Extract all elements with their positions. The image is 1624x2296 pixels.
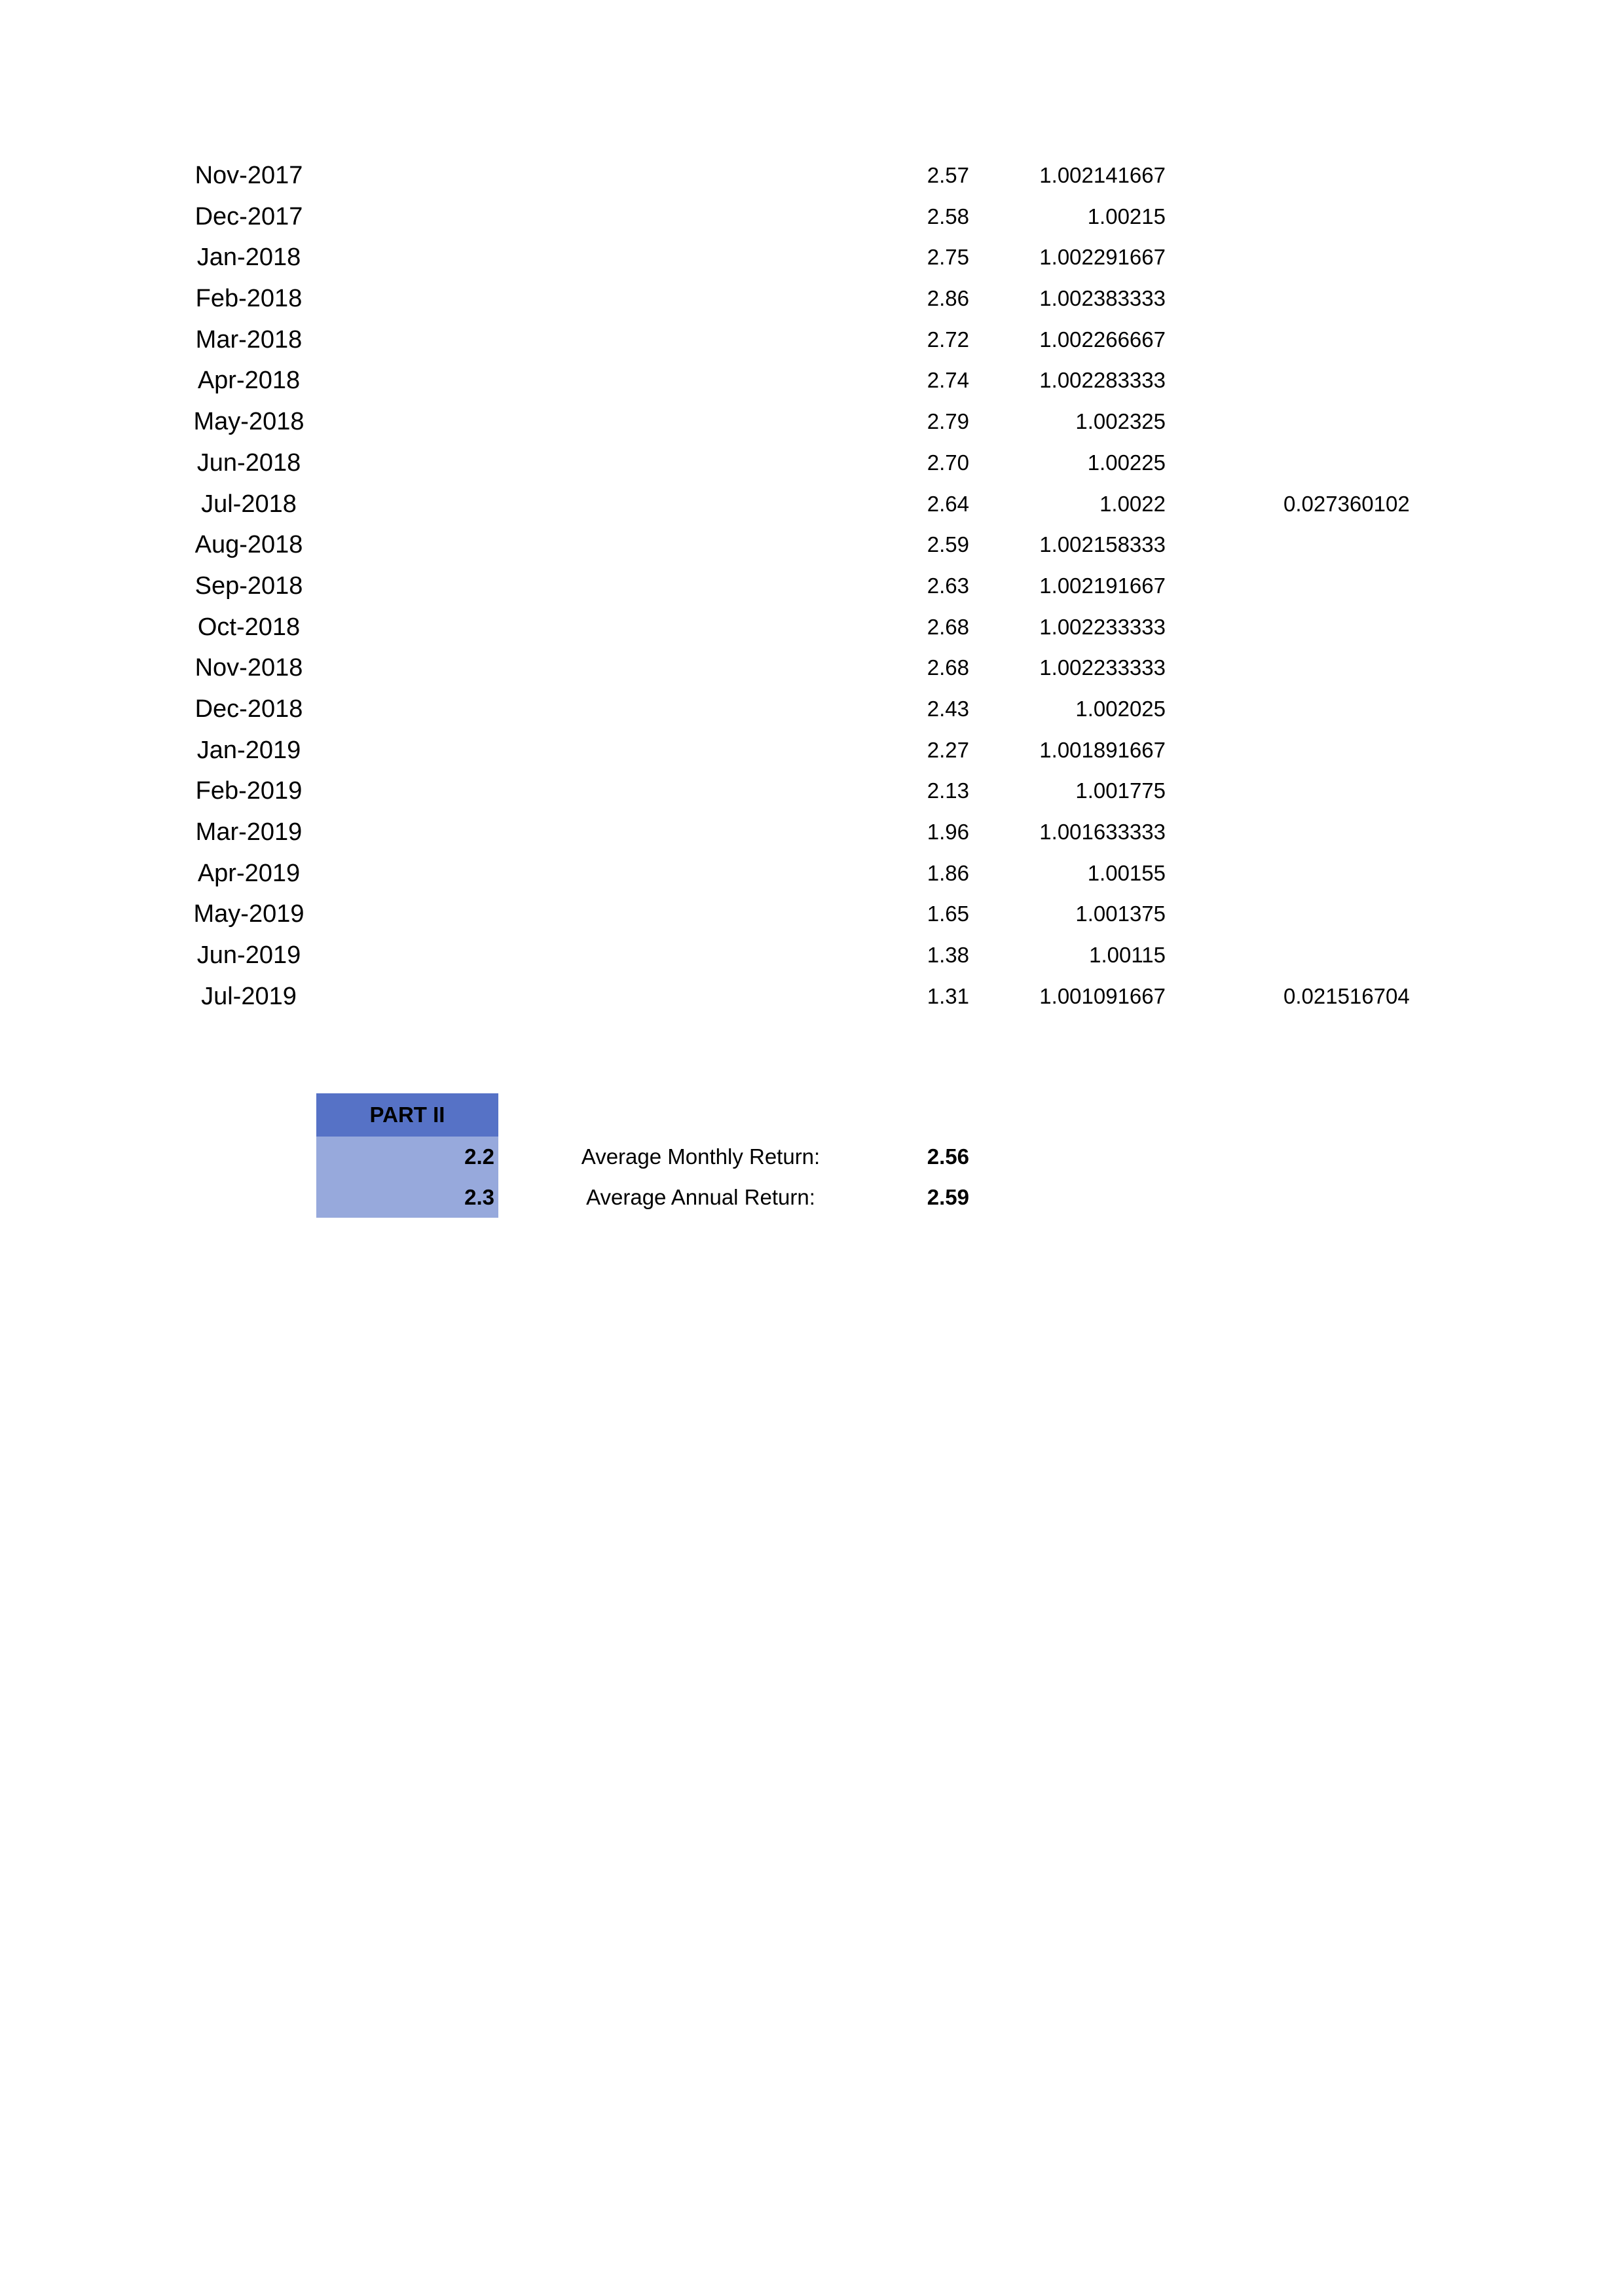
rate-cell: 2.68 — [927, 614, 969, 639]
annual-cell — [1283, 730, 1411, 771]
rate-cell: 2.86 — [927, 286, 969, 311]
annual-cell — [1283, 319, 1411, 361]
factor-cell: 1.001633333 — [1039, 820, 1166, 844]
factor-cell: 1.002325 — [1075, 409, 1166, 434]
date-cell: Dec-2017 — [194, 202, 303, 230]
annual-cell — [1283, 566, 1411, 607]
date-cell: Aug-2018 — [194, 531, 303, 559]
factor-cell: 1.0022 — [1099, 491, 1166, 516]
date-cell: Oct-2018 — [197, 613, 301, 641]
annual-cell — [1283, 935, 1411, 976]
rate-cell: 2.75 — [927, 245, 969, 270]
rate-cell: 1.86 — [927, 860, 969, 885]
date-cell: Dec-2018 — [194, 695, 303, 723]
date-cell: Apr-2019 — [197, 859, 301, 887]
factor-cell: 1.001775 — [1075, 778, 1166, 803]
rate-cell: 2.79 — [927, 409, 969, 434]
table-row — [0, 976, 1624, 1017]
rate-cell: 2.59 — [927, 532, 969, 557]
factor-cell: 1.002233333 — [1039, 614, 1166, 639]
table-row — [0, 524, 1624, 566]
rate-table — [0, 155, 1624, 1017]
date-cell: Apr-2018 — [197, 367, 301, 395]
average-monthly-return-value: 2.56 — [927, 1144, 969, 1169]
factor-cell: 1.00115 — [1089, 943, 1166, 968]
table-row — [0, 443, 1624, 484]
factor-cell: 1.002291667 — [1039, 245, 1166, 270]
part-ii-row-average-annual — [0, 1177, 1624, 1218]
rate-cell: 2.64 — [927, 491, 969, 516]
annual-cell: 0.027360102 — [1283, 491, 1410, 516]
factor-cell: 1.001091667 — [1039, 983, 1166, 1008]
date-cell: Jul-2018 — [201, 490, 297, 518]
rate-cell: 2.13 — [927, 778, 969, 803]
date-cell: Feb-2018 — [195, 285, 303, 313]
annual-cell — [1283, 360, 1411, 401]
factor-cell: 1.002158333 — [1039, 532, 1166, 557]
table-row — [0, 853, 1624, 894]
factor-cell: 1.002283333 — [1039, 368, 1166, 393]
rate-cell: 2.74 — [927, 368, 969, 393]
table-row — [0, 771, 1624, 812]
date-cell: Jan-2018 — [196, 244, 301, 272]
date-cell: May-2019 — [193, 900, 304, 928]
table-row — [0, 647, 1624, 689]
factor-cell: 1.001375 — [1075, 902, 1166, 926]
rate-cell: 2.68 — [927, 655, 969, 680]
date-cell: May-2018 — [193, 408, 304, 436]
date-cell: Mar-2018 — [195, 325, 303, 354]
annual-cell — [1283, 647, 1411, 689]
annual-cell — [1283, 401, 1411, 443]
rate-cell: 1.65 — [927, 902, 969, 926]
rate-cell: 2.43 — [927, 696, 969, 721]
rate-cell: 2.70 — [927, 450, 969, 475]
table-row — [0, 237, 1624, 278]
annual-cell — [1283, 524, 1411, 566]
factor-cell: 1.002025 — [1075, 696, 1166, 721]
date-cell: Sep-2018 — [194, 572, 303, 600]
annual-cell: 0.021516704 — [1283, 983, 1410, 1008]
annual-cell — [1283, 278, 1411, 319]
table-row — [0, 935, 1624, 976]
table-row — [0, 484, 1624, 525]
part-ii-row-average-monthly — [0, 1137, 1624, 1177]
annual-cell — [1283, 196, 1411, 238]
annual-cell — [1283, 689, 1411, 730]
part-ii-header: PART II — [316, 1093, 498, 1137]
rate-cell: 2.57 — [927, 163, 969, 187]
annual-cell — [1283, 607, 1411, 648]
factor-cell: 1.001891667 — [1039, 737, 1166, 762]
table-row — [0, 689, 1624, 730]
date-cell: Nov-2017 — [194, 162, 303, 189]
rate-cell: 2.63 — [927, 573, 969, 598]
date-cell: Mar-2019 — [195, 818, 303, 846]
annual-cell — [1283, 812, 1411, 853]
annual-cell — [1283, 894, 1411, 935]
rate-cell: 1.38 — [927, 943, 969, 968]
rate-cell: 1.31 — [927, 983, 969, 1008]
factor-cell: 1.00215 — [1087, 204, 1166, 228]
table-row — [0, 894, 1624, 935]
rate-cell: 2.72 — [927, 327, 969, 352]
question-number: 2.3 — [316, 1177, 498, 1218]
factor-cell: 1.002266667 — [1039, 327, 1166, 352]
date-cell: Nov-2018 — [194, 654, 303, 682]
date-cell: Jan-2019 — [196, 736, 301, 764]
annual-cell — [1283, 853, 1411, 894]
table-row — [0, 360, 1624, 401]
factor-cell: 1.002233333 — [1039, 655, 1166, 680]
average-annual-return-label: Average Annual Return: — [586, 1185, 815, 1209]
question-number: 2.2 — [316, 1137, 498, 1177]
factor-cell: 1.002191667 — [1039, 573, 1166, 598]
rate-cell: 2.58 — [927, 204, 969, 228]
rate-cell: 2.27 — [927, 737, 969, 762]
date-cell: Feb-2019 — [195, 777, 303, 805]
annual-cell — [1283, 771, 1411, 812]
table-row — [0, 319, 1624, 361]
table-row — [0, 155, 1624, 196]
factor-cell: 1.002141667 — [1039, 163, 1166, 187]
annual-cell — [1283, 155, 1411, 196]
table-row — [0, 401, 1624, 443]
table-row — [0, 278, 1624, 319]
table-row — [0, 730, 1624, 771]
average-monthly-return-label: Average Monthly Return: — [581, 1144, 821, 1169]
annual-cell — [1283, 443, 1411, 484]
date-cell: Jul-2019 — [201, 982, 297, 1010]
table-row — [0, 566, 1624, 607]
date-cell: Jun-2018 — [196, 448, 301, 477]
average-annual-return-value: 2.59 — [927, 1185, 969, 1209]
date-cell: Jun-2019 — [196, 941, 301, 970]
table-row — [0, 196, 1624, 238]
annual-cell — [1283, 237, 1411, 278]
factor-cell: 1.002383333 — [1039, 286, 1166, 311]
factor-cell: 1.00225 — [1087, 450, 1166, 475]
rate-cell: 1.96 — [927, 820, 969, 844]
table-row — [0, 607, 1624, 648]
factor-cell: 1.00155 — [1087, 860, 1166, 885]
table-row — [0, 812, 1624, 853]
